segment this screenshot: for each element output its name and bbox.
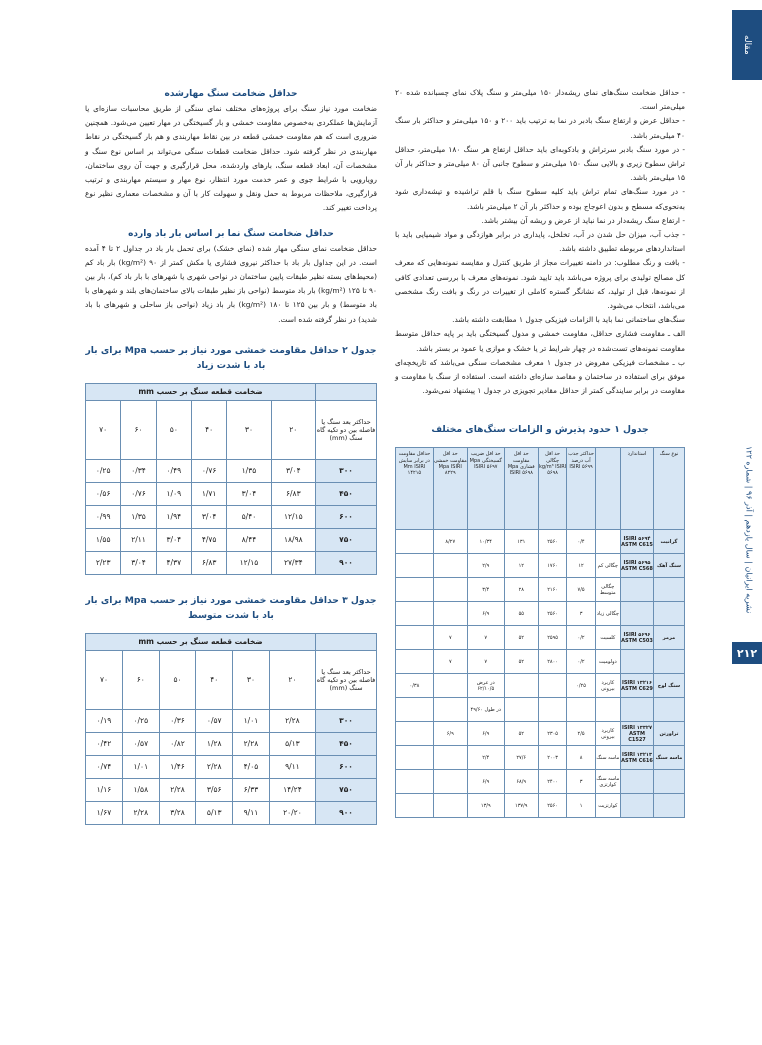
table-cell: ۶/۹ [467, 722, 504, 746]
table-cell: ۰/۴۹ [156, 459, 191, 482]
table-cell: ۰/۴۲ [86, 732, 123, 755]
table-cell: ۲۵۶۰ [538, 794, 567, 818]
table2-column-row [86, 400, 377, 459]
table-cell: ۳/۰۴ [191, 505, 226, 528]
table1-subtype: چگالی کم [595, 554, 620, 578]
paragraph: - در مورد سنگ‌های تمام تراش باید کلیه سطوح سنگ با قلم تراشیده و تیشه‌داری شود به‌نحوی‌که مسطح و بدون اعوجاج بوده و حداکثر بار آن ۲ میلی‌متر باشد. [395, 187, 685, 211]
table-cell [396, 746, 434, 770]
table-cell: ۳/۰۴ [271, 459, 315, 482]
table-cell: ۰/۱۹ [86, 709, 123, 732]
table1-col-header: حد اقل مقاومت فشاری Mpa ISIRI ۵۶۹۸ [504, 448, 538, 530]
table1-stone-type [654, 578, 685, 602]
table-cell: ۸/۴۴ [227, 528, 271, 551]
table3-corner-spacer [316, 633, 377, 650]
table1-standard: ISIRI ۱۳۲۱۶ ASTM C629 [621, 674, 654, 698]
table-cell: ۵۵ [504, 602, 538, 626]
table-cell [433, 578, 467, 602]
page-number: ۲۱۲ [732, 642, 762, 664]
table1-stone-type: تراورتن [654, 722, 685, 746]
table1-standard: ISIRI ۵۶۹۶ ASTM C503 [621, 626, 654, 650]
section-tab [732, 10, 762, 80]
table-cell: ۱۲/۱۵ [271, 505, 315, 528]
table3-corner-label: حداکثر بعد سنگ یا فاصله بین دو تکیه گاه سنگ (mm) [316, 650, 377, 709]
table-row [86, 778, 377, 801]
table1-stone-type: ماسه سنگ [654, 746, 685, 770]
table2-col-header: ۶۰ [121, 400, 156, 459]
table-cell: ۷ [433, 626, 467, 650]
table-cell: ۲۵۶۰ [538, 530, 567, 554]
table1-subtype-header [595, 448, 620, 530]
table1-col-header: نوع سنگ [654, 448, 685, 530]
table1-stone-type [654, 794, 685, 818]
table-row [86, 459, 377, 482]
table-cell: ۶/۹ [467, 602, 504, 626]
table-cell: ۲۷/۶ [504, 746, 538, 770]
table2-row-header: ۳۰۰ [316, 459, 377, 482]
table2-row-header: ۹۰۰ [316, 551, 377, 574]
table3-caption: جدول ۳ حداقل مقاومت خمشی مورد نیاز بر حسب Mpa برای بار باد با شدت متوسط [85, 594, 377, 621]
table-cell: ۱/۹۴ [156, 505, 191, 528]
table-cell: ۳/۲۸ [159, 801, 196, 824]
table-cell: ۱/۶۷ [86, 801, 123, 824]
table-row [396, 530, 685, 554]
table-cell: ۶/۸۳ [191, 551, 226, 574]
table-cell: ۱۲/۱۵ [227, 551, 271, 574]
table1-col-header: حد اقل ضریب گسیختگی Mpa ISIRI ۵۶۹۷ [467, 448, 504, 530]
table-cell [433, 554, 467, 578]
table-cell: ۵۲ [504, 626, 538, 650]
table3-col-header: ۳۰ [233, 650, 270, 709]
section2-text: حداقل ضخامت نمای سنگی مهار شده (نمای خشک) برای تحمل بار باد در جداول ۲ تا ۴ آمده است. در این جداول بار باد با حداکثر نیروی فشاری یا مکش کمتر از ۹۰ (kg/m²) بار باد کم (محیط‌های بسته نظیر طبقات پایین ساختمان در نواحی شهری یا شهرهای با بار باد کم)، بار بین ۹۰ تا ۱۲۵ (kg/m²) بار باد متوسط (نواحی باز نظیر طبقات بالای ساختمان‌های بلند و شهرهای با باد متوسط) و بار بین ۱۲۵ تا ۱۸۰ (kg/m²) بار باد زیاد (نواحی باز ساحلی و شهرهای با باد شدید) در نظر گرفته شده است. [85, 243, 377, 324]
paragraph: - بافت و رنگ مطلوب: در دامنه تغییرات مجاز از طریق کنترل و مقایسه نمونه‌هایی که معرف کل مصالح تولیدی برای پروژه می‌باشد باید تایید شود. نمونه‌های معرف با بررسی تعدادی کافی از نمونه‌ها، قبل از تولید، که نشانگر گستره کاملی از تغییرات در رنگ و بافت رنگ مشخصی می‌باشد، انتخاب می‌شود. [395, 258, 685, 311]
table1-standard [621, 602, 654, 626]
table-cell: ۵۲ [504, 650, 538, 674]
table-cell: ۲/۲۸ [122, 801, 159, 824]
table1 [395, 447, 685, 818]
table-cell [433, 674, 467, 698]
table-row [396, 770, 685, 794]
table1-standard: ISIRI ۵۶۹۵ ASTM C568 [621, 554, 654, 578]
table-cell: ۲۵۶۰ [538, 602, 567, 626]
paragraph: - ارتفاع سنگ ریشه‌دار در نما نباید از عرض و ریشه آن بیشتر باشد. [481, 215, 685, 225]
table-cell: ۰/۲۵ [122, 709, 159, 732]
table1-subtype: کلسیت [595, 626, 620, 650]
journal-info-label: نشریه ایرانیان | سال یازدهم | آذر ۹۶ | شماره ۱۲۲ [744, 446, 754, 614]
table-cell: ۲/۵ [567, 722, 595, 746]
table-cell [396, 650, 434, 674]
paragraph: ب ـ مشخصات فیزیکی مفروض در جدول ۱ معرف مشخصات سنگی می‌باشد که تاریخچه‌ای موفق برای استفاده در ساختمان و مقاصد سازه‌ای داشته است. استفاده از سنگ با مقاومت و مقاومت در برابر سایندگی کمتر از حداقل مقادیر تجویزی در جدول ۱ پیشنهاد نمی‌شود. [395, 357, 685, 396]
table1-standard: ISIRI ۵۶۹۴ ASTM C615 [621, 530, 654, 554]
table-row [396, 554, 685, 578]
table-cell: ۱/۴۶ [159, 755, 196, 778]
table-cell [396, 722, 434, 746]
table-cell: ۳/۰۴ [156, 528, 191, 551]
table-cell: ۳/۵۶ [196, 778, 233, 801]
table-cell: ۵۲ [504, 722, 538, 746]
table-cell: ۱۳/۹ [467, 794, 504, 818]
left-column [85, 86, 377, 825]
table-cell: ۱/۲۸ [196, 732, 233, 755]
table1-col-header: حداقل مقاومت در برابر سایش Mm ISIRI ۱۴۲۱۵ [396, 448, 434, 530]
table-cell: ۰/۳۶ [159, 709, 196, 732]
table-cell: ۰/۲ [567, 626, 595, 650]
table-cell: در طول ۴۹/۶۰ [467, 698, 504, 722]
table-cell: ۲۵۹۵ [538, 626, 567, 650]
table3-col-header: ۵۰ [159, 650, 196, 709]
table-row [396, 626, 685, 650]
table-cell: ۲/۲۸ [269, 709, 315, 732]
table2-row-header: ۶۰۰ [316, 505, 377, 528]
table2-col-header: ۲۰ [271, 400, 315, 459]
right-column [395, 86, 685, 818]
table1-stone-type: گرانیت [654, 530, 685, 554]
table1-caption: جدول ۱ حدود پذیرش و الزامات سنگ‌های مختلف [431, 424, 649, 436]
table1-standard [621, 578, 654, 602]
table-cell: ۵/۴۰ [227, 505, 271, 528]
table3-row-header: ۶۰۰ [316, 755, 377, 778]
paragraph: سنگ‌های ساختمانی نما باید با الزامات فیزیکی جدول ۱ مطابقت داشته باشد. [452, 315, 685, 325]
table-cell: ۱/۷۱ [191, 482, 226, 505]
section1-text: ضخامت مورد نیاز سنگ برای پروژه‌های مختلف نمای سنگی از طریق محاسبات سازه‌ای یا آزمایش‌ها عملکردی به‌خصوص مقاومت خمشی و بار گسیختگی در مهار تعیین می‌شود. همچنین ضروری است که هم مقاومت خمشی قطعه در بین نقاط مهاربندی و هم بار گسیختگی در نقاط مهاربندی در نظر گرفته شود. حداقل ضخامت قطعات سنگی می‌تواند بر اساس نوع سنگ و مشخصات آن، ابعاد قطعه سنگ، بارهای واردشده، محل قرارگیری و جهت آن روی ساختمان، رویارویی با شرایط جوی و عمر خدمت مورد انتظار، نوع مهار و سیستم مهاربندی و ترتیب قرارگیری، ملاحظات مربوط به حمل ونقل و سهولت کار با آن و مشخصات معماری نظیر نوع پرداخت تغییر کند. [85, 104, 377, 213]
table-cell: ۳/۰۴ [227, 482, 271, 505]
table-cell: ۴/۳۷ [156, 551, 191, 574]
table1-col-header: حداکثر جذب آب درصد ISIRI ۵۶۹۹ [567, 448, 595, 530]
table-cell: ۲/۹ [467, 554, 504, 578]
table-cell [396, 626, 434, 650]
right-paragraphs [395, 86, 685, 398]
table-cell: ۷ [467, 626, 504, 650]
table-cell: ۰/۵۷ [122, 732, 159, 755]
table-cell: ۶/۹ [433, 722, 467, 746]
table-row [396, 698, 685, 722]
table-cell: در عرض ۶۲/۱۰/۵ [467, 674, 504, 698]
table-cell: ۰/۵۶ [86, 482, 121, 505]
table2-corner-label: حداکثر بعد سنگ یا فاصله بین دو تکیه گاه سنگ (mm) [316, 400, 377, 459]
table-cell: ۲/۲۸ [196, 755, 233, 778]
table1-subtype: دولومیت [595, 650, 620, 674]
table-row [396, 722, 685, 746]
table-cell: ۹/۱۱ [233, 801, 270, 824]
table-cell: ۷/۵ [567, 578, 595, 602]
table-row [86, 528, 377, 551]
table-row [396, 602, 685, 626]
table-cell: ۱۳۷/۹ [504, 794, 538, 818]
table-cell: ۱ [567, 794, 595, 818]
table2-row-header: ۷۵۰ [316, 528, 377, 551]
table-cell [504, 674, 538, 698]
table-cell: ۶/۹ [467, 770, 504, 794]
table-cell [538, 674, 567, 698]
table-cell [538, 698, 567, 722]
table2-group-row [86, 383, 377, 400]
table-cell: ۳/۴ [467, 578, 504, 602]
table2-group-header: ضخامت قطعه سنگ بر حسب mm [86, 383, 316, 400]
table-row [86, 551, 377, 574]
table-cell: ۳ [567, 602, 595, 626]
table1-stone-type: مرمر [654, 626, 685, 650]
table-cell [433, 746, 467, 770]
table-row [86, 801, 377, 824]
table-row [396, 674, 685, 698]
table3-col-header: ۷۰ [86, 650, 123, 709]
table-row [396, 650, 685, 674]
table-cell: ۳ [567, 770, 595, 794]
table-cell [396, 530, 434, 554]
table2-caption: جدول ۲ حداقل مقاومت خمشی مورد نیاز بر حسب Mpa برای بار باد با شدت زیاد [85, 344, 377, 371]
table-cell: ۴/۰۵ [233, 755, 270, 778]
table2-col-header: ۵۰ [156, 400, 191, 459]
table-row [396, 746, 685, 770]
table1-col-header: حد اقل چگالی kg/m³ ISIRI ۵۶۹۸ [538, 448, 567, 530]
table-cell [433, 794, 467, 818]
table-cell [433, 770, 467, 794]
table1-standard: ISIRI ۱۳۲۱۳ ASTM C616 [621, 746, 654, 770]
table-cell: ۱/۳۵ [121, 505, 156, 528]
table-row [396, 578, 685, 602]
table1-stone-type: سنگ لوح [654, 674, 685, 698]
table-cell [396, 578, 434, 602]
table1-standard [621, 698, 654, 722]
table1-subtype: چگالی زیاد [595, 602, 620, 626]
table-cell: ۰/۹۹ [86, 505, 121, 528]
table1-subtype: کاربرد بیرونی [595, 674, 620, 698]
table1-standard [621, 794, 654, 818]
table1-stone-type [654, 602, 685, 626]
table-cell: ۵/۱۳ [196, 801, 233, 824]
table-cell: ۶۸/۹ [504, 770, 538, 794]
table1-header-row [396, 448, 685, 530]
table-cell: ۸ [567, 746, 595, 770]
table-cell: ۱۸/۹۸ [271, 528, 315, 551]
table-cell: ۲۸۰۰ [538, 650, 567, 674]
table-cell: ۲۸ [504, 578, 538, 602]
table1-stone-type [654, 770, 685, 794]
table3-row-header: ۳۰۰ [316, 709, 377, 732]
table-cell: ۰/۲۵ [567, 674, 595, 698]
table-cell: ۱/۱۶ [86, 778, 123, 801]
table-row [86, 709, 377, 732]
table3-group-row [86, 633, 377, 650]
table-cell: ۱۷۶۰ [538, 554, 567, 578]
table1-standard [621, 650, 654, 674]
table-cell [504, 698, 538, 722]
table3-row-header: ۴۵۰ [316, 732, 377, 755]
table-cell: ۰/۷۶ [191, 459, 226, 482]
section1-title: حداقل ضخامت سنگ مهارشده [164, 89, 298, 99]
section-tab-label: مقاله [742, 35, 752, 55]
table1-stone-type [654, 650, 685, 674]
table-cell: ۱/۳۵ [227, 459, 271, 482]
table-cell [396, 698, 434, 722]
table-cell: ۰/۷۴ [86, 755, 123, 778]
table-cell: ۱۲ [567, 554, 595, 578]
table2-col-header: ۷۰ [86, 400, 121, 459]
table-cell: ۰/۸۲ [159, 732, 196, 755]
table-cell: ۱۳۱ [504, 530, 538, 554]
table-cell: ۱۴/۲۴ [269, 778, 315, 801]
journal-info-strip [738, 430, 760, 630]
table-cell: ۲۱۶۰ [538, 578, 567, 602]
table1-stone-type: سنگ آهک [654, 554, 685, 578]
table3-col-header: ۲۰ [269, 650, 315, 709]
table-cell [396, 554, 434, 578]
table-cell: ۳/۰۴ [121, 551, 156, 574]
table-cell: ۰/۲۵ [86, 459, 121, 482]
table1-col-header: استاندارد [621, 448, 654, 530]
table1-subtype [595, 698, 620, 722]
table-cell: ۴/۷۵ [191, 528, 226, 551]
table-cell: ۷ [433, 650, 467, 674]
table-cell: ۷ [467, 650, 504, 674]
table-cell: ۱/۵۵ [86, 528, 121, 551]
table-cell [396, 770, 434, 794]
section2-title: حداقل ضخامت سنگ نما بر اساس بار باد وارده [128, 228, 334, 239]
table-cell: ۰/۴ [567, 530, 595, 554]
table1-subtype: کاربرد بیرونی [595, 722, 620, 746]
table-cell: ۰/۵۷ [196, 709, 233, 732]
table-cell: ۲/۴ [467, 746, 504, 770]
table-cell [396, 794, 434, 818]
table-cell: ۲۴۰۰ [538, 770, 567, 794]
table1-subtype: کوارتزیت [595, 794, 620, 818]
paragraph: - حداقل عرض و ارتفاع سنگ بادبر در نما به ترتیب باید ۲۰۰ و ۱۵۰ میلی‌متر و حداکثر بار سنگ ۴۰ میلی‌متر باشد. [395, 116, 685, 140]
table-cell: ۸/۲۷ [433, 530, 467, 554]
table-cell: ۱/۰۱ [233, 709, 270, 732]
table-cell: ۰/۳۴ [121, 459, 156, 482]
table3-col-header: ۴۰ [196, 650, 233, 709]
table-cell: ۹/۱۱ [269, 755, 315, 778]
table1-subtype: ماسه سنگ [595, 746, 620, 770]
table1-subtype [595, 530, 620, 554]
table1-standard: ISIRI ۱۳۳۲۷ ASTM C1527 [621, 722, 654, 746]
table-row [86, 505, 377, 528]
table-row [396, 794, 685, 818]
table-cell: ۱/۰۱ [122, 755, 159, 778]
table3-row-header: ۹۰۰ [316, 801, 377, 824]
table2-corner-spacer [316, 383, 377, 400]
table-cell: ۲/۲۸ [159, 778, 196, 801]
table-cell: ۰/۲ [567, 650, 595, 674]
paragraph: الف ـ مقاومت فشاری حداقل، مقاومت خمشی و مدول گسیختگی باید بر پایه حداقل متوسط مقاومت نمونه‌های تست‌شده در چهار شرایط تر یا خشک و موازی یا عمود بر بستر باشد. [395, 329, 685, 353]
table-cell: ۲۰/۲۰ [269, 801, 315, 824]
table-row [86, 732, 377, 755]
table3-column-row [86, 650, 377, 709]
table-cell: ۲/۲۳ [86, 551, 121, 574]
table-cell: ۲/۲۸ [233, 732, 270, 755]
table3-col-header: ۶۰ [122, 650, 159, 709]
table3-row-header: ۷۵۰ [316, 778, 377, 801]
paragraph: - جذب آب، میزان حل شدن در آب، تخلخل، پایداری در برابر هوازدگی و مواد شیمیایی باید با استانداردهای مربوطه تطبیق داشته باشد. [395, 230, 685, 254]
table1-standard [621, 770, 654, 794]
table-cell [396, 602, 434, 626]
table3-group-header: ضخامت قطعه سنگ بر حسب mm [86, 633, 316, 650]
paragraph: - حداقل ضخامت سنگ‌های نمای ریشه‌دار ۱۵۰ میلی‌متر و سنگ پلاک نمای چسبانده شده ۲۰ میلی‌متر است. [395, 88, 686, 112]
table-cell: ۲۰۰۳ [538, 746, 567, 770]
table2-col-header: ۳۰ [227, 400, 271, 459]
table-cell: ۵/۱۳ [269, 732, 315, 755]
table-cell: ۲۷/۳۴ [271, 551, 315, 574]
paragraph: - در مورد سنگ بادبر سرتراش و بادکوبه‌ای باید حداقل ارتفاع هر سنگ ۱۸۰ میلی‌متر، حداقل تراش سطوح زیری و بالایی سنگ ۱۵۰ میلی‌متر و سطوح جانبی آن ۸۰ میلی‌متر و حداکثر بار آن ۱۵ میلی‌متر باشد. [395, 144, 686, 183]
table1-col-header: حد اقل مقاومت خمشی Mpa ISIRI ۸۲۲۹ [433, 448, 467, 530]
table3 [85, 633, 377, 825]
table-cell: ۱۰/۳۴ [467, 530, 504, 554]
table2-col-header: ۴۰ [191, 400, 226, 459]
table1-subtype: ماسه سنگ کوارتزی [595, 770, 620, 794]
table1-stone-type [654, 698, 685, 722]
table2-row-header: ۴۵۰ [316, 482, 377, 505]
table2 [85, 383, 377, 575]
table-row [86, 482, 377, 505]
table-cell [567, 698, 595, 722]
table-cell: ۰/۳۸ [396, 674, 434, 698]
table-cell: ۲۳۰۵ [538, 722, 567, 746]
table-cell [433, 698, 467, 722]
table-cell [433, 602, 467, 626]
table-cell: ۶/۸۳ [271, 482, 315, 505]
table-cell: ۱۲ [504, 554, 538, 578]
table-cell: ۰/۷۶ [121, 482, 156, 505]
table-row [86, 755, 377, 778]
table-cell: ۶/۳۳ [233, 778, 270, 801]
table-cell: ۱/۰۹ [156, 482, 191, 505]
table-cell: ۱/۵۸ [122, 778, 159, 801]
table-cell: ۲/۱۱ [121, 528, 156, 551]
table1-subtype: چگالی متوسط [595, 578, 620, 602]
